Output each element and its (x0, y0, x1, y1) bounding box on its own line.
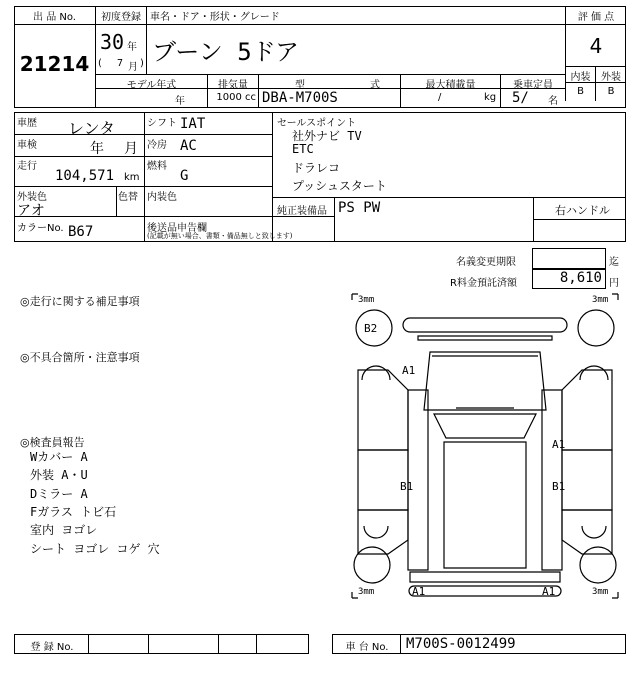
genuine-label: 純正装備品 (277, 206, 327, 217)
ext-color-label: 外装色 (17, 192, 47, 203)
damage-mark-rear-bumper-left: A1 (412, 585, 426, 598)
damage-mark-right-rear-door: B1 (552, 480, 566, 493)
month-open-paren: ( (98, 58, 102, 69)
rating-score: 4 (589, 34, 603, 58)
car-name-label: 車名・ドア・形状・グレード (150, 12, 280, 23)
genuine-equipment: PS PW (338, 200, 381, 216)
damage-mark-front-left-wheel: B2 (364, 322, 378, 335)
sales-point-3: ドラレコ (292, 161, 341, 175)
exterior-label: 外装 (601, 72, 621, 83)
int-color-label: 内装色 (147, 192, 177, 203)
mileage-unit: km (124, 172, 140, 183)
lot-no-label: 出 品 No. (33, 12, 76, 23)
fuel: G (180, 168, 189, 184)
first-reg-year: 30 (100, 30, 125, 54)
wheel-rear-left (354, 547, 390, 583)
inspection-month-unit: 月 (124, 141, 138, 157)
after-label: 後送品申告欄 (147, 223, 207, 234)
mileage-label: 走行 (17, 161, 37, 172)
inspection-year-unit: 年 (90, 141, 104, 157)
after-note: (記載が無い場合、書類・備品無しと致します) (147, 232, 293, 240)
name-change-box (532, 248, 606, 269)
inspector-line-1: Wカバー A (30, 450, 88, 464)
damage-mark-left-rear-door: B1 (400, 480, 414, 493)
recycle-unit: 円 (609, 278, 619, 289)
car-damage-diagram (348, 290, 622, 602)
ext-color: アオ (17, 203, 45, 219)
exterior-grade: B (607, 86, 615, 97)
year-unit: 年 (127, 42, 137, 53)
damage-mark-right-door: A1 (552, 438, 566, 451)
inspector-line-4: Fガラス トビ石 (30, 505, 117, 519)
month-close-paren: ) (140, 58, 144, 69)
interior-grade: B (577, 86, 584, 97)
max-load-unit: kg (484, 92, 497, 103)
model-type: DBA-M700S (262, 90, 338, 106)
inspector-line-3: Dミラー A (30, 487, 88, 501)
inspection-label: 車検 (17, 140, 37, 151)
steering-side: 右ハンドル (555, 204, 610, 217)
max-load: / (438, 92, 442, 103)
history: レンタ (68, 119, 115, 138)
color-no: B67 (68, 224, 94, 240)
color-no-label: カラーNo. (17, 223, 64, 234)
lot-no: 21214 (19, 52, 90, 76)
history-label: 車歴 (17, 118, 37, 129)
sales-point-4: プッシュスタート (292, 179, 387, 193)
fuel-label: 燃料 (147, 161, 167, 172)
model-year-unit: 年 (175, 96, 185, 107)
recycle-value: 8,610 (559, 270, 602, 286)
capacity-label: 乗車定員 (513, 80, 553, 91)
recycle-label: R料金預託済額 (450, 278, 517, 289)
capacity: 5/ (512, 90, 529, 106)
name-change-unit: 迄 (609, 257, 619, 268)
running-notes-label: ◎走行に関する補足事項 (20, 295, 140, 308)
interior-label: 内装 (570, 72, 591, 83)
mileage: 104,571 (55, 168, 115, 184)
scale-label-tr: 3mm (592, 295, 609, 305)
first-reg-month: 7 (117, 58, 124, 69)
sales-point-2: ETC (292, 142, 314, 156)
month-unit: 月 (128, 62, 138, 73)
rating-label: 評 価 点 (577, 12, 615, 23)
damage-mark-front-left-fender: A1 (402, 364, 416, 377)
max-load-label: 最大積載量 (425, 80, 476, 91)
reg-no-label: 登 録 No. (30, 642, 74, 653)
car-name: ブーン 5ドア (152, 38, 299, 66)
first-reg-label: 初度登録 (101, 12, 141, 23)
inspector-line-5: 室内 ヨゴレ (30, 523, 98, 537)
damage-mark-rear-bumper-right: A1 (542, 585, 556, 598)
model-type-label-2: 式 (370, 80, 380, 91)
displacement: 1000 cc (216, 92, 256, 103)
shift: IAT (180, 116, 206, 132)
ac-label: 冷房 (147, 140, 167, 151)
shift-label: シフト (147, 118, 177, 129)
sales-points-label: セールスポイント (277, 118, 357, 129)
inspector-line-6: シート ヨゴレ コゲ 穴 (30, 542, 160, 556)
chassis-label: 車 台 No. (345, 642, 389, 653)
scale-label-tl: 3mm (358, 295, 375, 305)
model-type-label: 型 (295, 80, 305, 91)
chassis-no: M700S-0012499 (406, 636, 516, 652)
scale-label-br: 3mm (592, 587, 609, 597)
displacement-label: 排気量 (218, 80, 248, 91)
ac: AC (180, 138, 197, 154)
wheel-rear-right (580, 547, 616, 583)
color-change-label: 色替 (118, 192, 138, 203)
capacity-unit: 名 (548, 96, 558, 107)
model-year-label: モデル年式 (126, 80, 177, 91)
inspector-line-2: 外装 A・U (30, 468, 88, 482)
scale-label-bl: 3mm (358, 587, 375, 597)
name-change-label: 名義変更期限 (456, 257, 516, 268)
wheel-front-right (578, 310, 614, 346)
sales-point-1: 社外ナビ TV (292, 129, 362, 143)
defects-label: ◎不具合箇所・注意事項 (20, 351, 140, 364)
inspector-label: ◎検査員報告 (20, 436, 85, 449)
